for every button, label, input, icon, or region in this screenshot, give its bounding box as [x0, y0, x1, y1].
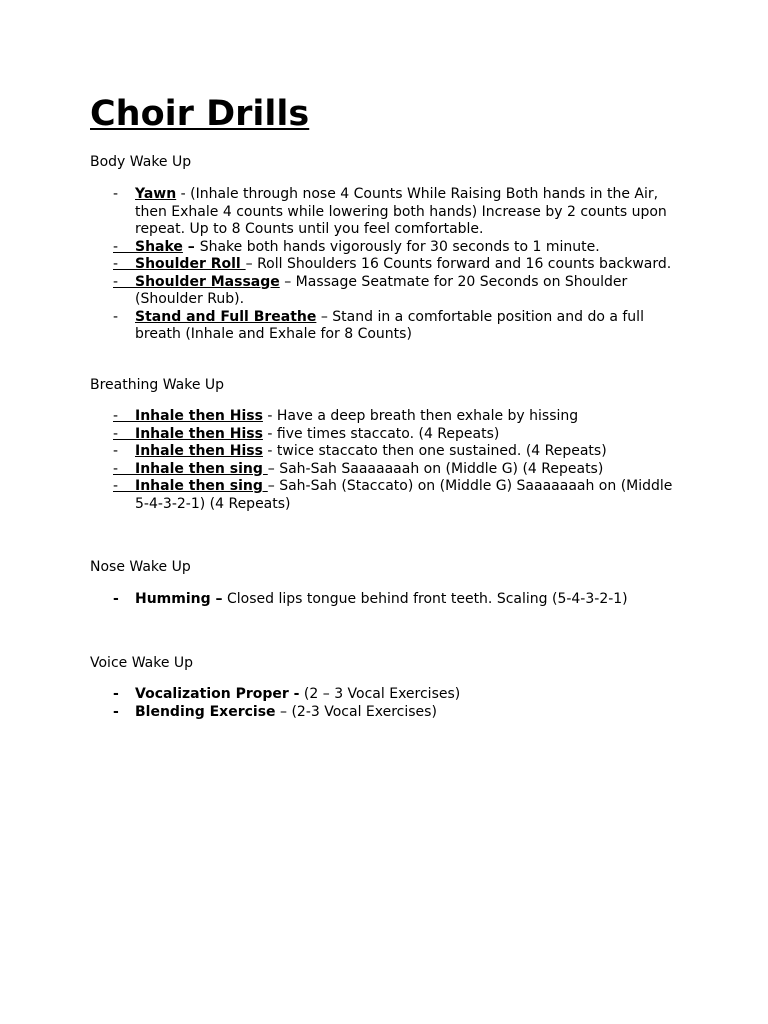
- bullet-dash: -: [113, 686, 119, 702]
- drill-term: Yawn: [135, 186, 177, 202]
- list-item: [0, 309, 768, 344]
- drill-description: Roll Shoulders 16 Counts forward and 16 counts backward.: [257, 256, 672, 272]
- section-heading-nose-wake-up: Nose Wake Up: [90, 559, 191, 575]
- list-item: [0, 426, 768, 444]
- bullet-dash: -: [113, 256, 119, 272]
- drill-description: (2 – 3 Vocal Exercises): [303, 686, 461, 702]
- drill-description: Sah-Sah Saaaaaaah on (Middle G) (4 Repeats): [279, 460, 604, 477]
- drill-separator: –: [275, 703, 292, 720]
- list-item: [0, 704, 768, 722]
- list-item: [0, 408, 768, 426]
- section-heading-voice-wake-up: Voice Wake Up: [90, 655, 194, 671]
- drill-term: Inhale then Hiss: [135, 443, 263, 459]
- bullet-dash: -: [113, 408, 119, 424]
- bullet-dash: -: [113, 443, 119, 459]
- drill-term: Inhale then sing: [135, 478, 268, 494]
- drill-description: twice staccato then one sustained. (4 Repeats): [276, 443, 607, 459]
- body-wake-up-list: [0, 186, 768, 344]
- list-item: [0, 443, 768, 461]
- drill-description: Massage Seatmate for 20 Seconds on Shoulder (Shoulder Rub).: [135, 273, 628, 307]
- list-item: [0, 686, 768, 704]
- drill-separator: –: [182, 238, 200, 255]
- voice-wake-up-list: [0, 686, 768, 721]
- nose-wake-up-list: [0, 591, 768, 609]
- drill-term: Inhale then Hiss: [135, 408, 263, 424]
- list-item: [0, 256, 768, 274]
- section-heading-body-wake-up: Body Wake Up: [90, 154, 192, 170]
- drill-description: Sah-Sah (Staccato) on (Middle G) Saaaaaaah on (Middle 5-4-3-2-1) (4 Repeats): [135, 478, 673, 512]
- drill-separator: -: [262, 408, 277, 424]
- list-item: [0, 591, 768, 609]
- drill-description: (Inhale through nose 4 Counts While Raising Both hands in the Air, then Exhale 4 counts while lowering both hands) Increase by 2 counts upon repeat. Up to 8 Counts until you feel comfortable.: [135, 186, 667, 237]
- bullet-dash: -: [113, 460, 119, 477]
- drill-description: Closed lips tongue behind front teeth. Scaling (5-4-3-2-1): [226, 591, 628, 607]
- bullet-dash: -: [113, 273, 119, 290]
- section-heading-breathing-wake-up: Breathing Wake Up: [90, 377, 225, 393]
- drill-term: Shake: [135, 238, 183, 255]
- bullet-dash: -: [113, 703, 119, 720]
- bullet-dash: -: [113, 186, 119, 202]
- drill-description: (2-3 Vocal Exercises): [291, 703, 437, 720]
- drill-term: Shoulder Roll: [135, 256, 246, 272]
- drill-separator: –: [279, 273, 296, 290]
- drill-separator: -: [176, 186, 191, 202]
- drill-separator: –: [267, 478, 280, 494]
- drill-separator: –: [245, 256, 258, 272]
- list-item: [0, 186, 768, 239]
- drill-separator: -: [262, 425, 277, 442]
- drill-description: Shake both hands vigorously for 30 seconds to 1 minute.: [199, 238, 600, 255]
- drill-separator: –: [267, 460, 280, 477]
- drill-term: Shoulder Massage: [135, 273, 280, 290]
- bullet-dash: -: [113, 238, 119, 255]
- breathing-wake-up-list: [0, 408, 768, 513]
- drill-term: Inhale then sing: [135, 460, 268, 477]
- drill-term: Stand and Full Breathe: [135, 308, 317, 325]
- bullet-dash: -: [113, 591, 119, 607]
- drill-description: Stand in a comfortable position and do a full breath (Inhale and Exhale for 8 Counts): [135, 308, 644, 342]
- list-item: [0, 461, 768, 479]
- drill-term: Blending Exercise: [135, 703, 276, 720]
- drill-term: Humming –: [135, 591, 223, 607]
- bullet-dash: -: [113, 308, 119, 325]
- drill-separator: –: [316, 308, 333, 325]
- drill-description: Have a deep breath then exhale by hissing: [276, 408, 579, 424]
- drill-description: five times staccato. (4 Repeats): [276, 425, 500, 442]
- drill-term: Inhale then Hiss: [135, 425, 263, 442]
- list-item: [0, 274, 768, 309]
- document-title: Choir Drills: [90, 94, 310, 134]
- list-item: [0, 478, 768, 513]
- bullet-dash: -: [113, 478, 119, 494]
- drill-separator: -: [262, 443, 277, 459]
- drill-term: Vocalization Proper -: [135, 686, 300, 702]
- bullet-dash: -: [113, 425, 119, 442]
- list-item: [0, 239, 768, 257]
